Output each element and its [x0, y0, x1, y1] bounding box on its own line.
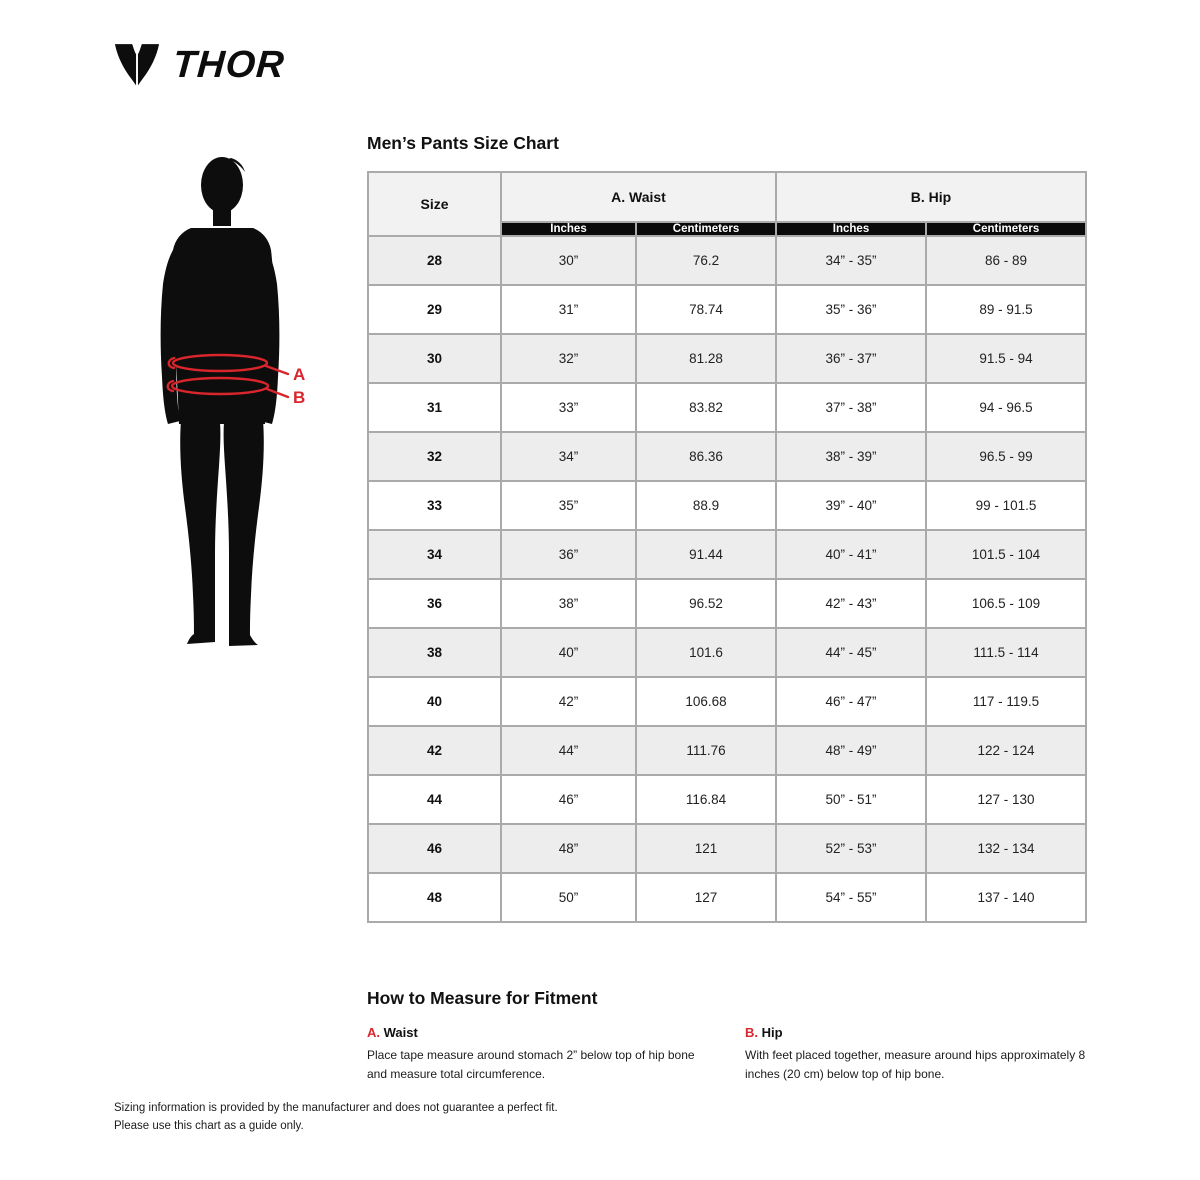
measure-waist-column: [367, 1025, 717, 1083]
hip-inches-cell: 34” - 35”: [776, 236, 926, 285]
size-cell: 40: [368, 677, 501, 726]
waist-centimeters-header: Centimeters: [636, 222, 776, 236]
size-cell: 42: [368, 726, 501, 775]
hip-centimeters-cell: 132 - 134: [926, 824, 1086, 873]
size-cell: 48: [368, 873, 501, 922]
hip-inches-cell: 37” - 38”: [776, 383, 926, 432]
waist-centimeters-cell: 78.74: [636, 285, 776, 334]
hip-centimeters-cell: 111.5 - 114: [926, 628, 1086, 677]
hip-inches-cell: 50” - 51”: [776, 775, 926, 824]
hip-inches-cell: 36” - 37”: [776, 334, 926, 383]
hip-centimeters-cell: 117 - 119.5: [926, 677, 1086, 726]
hip-centimeters-cell: 106.5 - 109: [926, 579, 1086, 628]
waist-label: A: [293, 365, 306, 384]
disclaimer-line-2: Please use this chart as a guide only.: [114, 1119, 304, 1132]
waist-inches-cell: 32”: [501, 334, 636, 383]
hip-inches-cell: 40” - 41”: [776, 530, 926, 579]
table-row: [368, 579, 1086, 628]
column-header-size: Size: [368, 172, 501, 236]
size-cell: 33: [368, 481, 501, 530]
waist-inches-cell: 36”: [501, 530, 636, 579]
measure-hip-column: [745, 1025, 1097, 1083]
measure-hip-letter: B.: [745, 1025, 758, 1040]
size-cell: 31: [368, 383, 501, 432]
waist-centimeters-cell: 88.9: [636, 481, 776, 530]
hip-label: B: [293, 388, 306, 407]
waist-inches-cell: 33”: [501, 383, 636, 432]
hip-inches-cell: 54” - 55”: [776, 873, 926, 922]
waist-inches-cell: 42”: [501, 677, 636, 726]
waist-centimeters-cell: 127: [636, 873, 776, 922]
waist-centimeters-cell: 81.28: [636, 334, 776, 383]
size-table-body: [368, 236, 1086, 922]
thor-horns-icon: [113, 42, 161, 88]
table-row: [368, 236, 1086, 285]
hip-inches-cell: 52” - 53”: [776, 824, 926, 873]
waist-inches-cell: 46”: [501, 775, 636, 824]
hip-inches-cell: 48” - 49”: [776, 726, 926, 775]
hip-centimeters-cell: 86 - 89: [926, 236, 1086, 285]
size-chart-table: [367, 171, 1087, 923]
disclaimer-line-1: Sizing information is provided by the manufacturer and does not guarantee a perfect fit.: [114, 1102, 558, 1114]
table-row: [368, 481, 1086, 530]
size-chart-title: Men’s Pants Size Chart: [367, 133, 559, 153]
waist-centimeters-cell: 121: [636, 824, 776, 873]
waist-centimeters-cell: 83.82: [636, 383, 776, 432]
size-chart-section: [367, 133, 1085, 923]
hip-centimeters-cell: 96.5 - 99: [926, 432, 1086, 481]
waist-inches-cell: 35”: [501, 481, 636, 530]
hip-centimeters-cell: 101.5 - 104: [926, 530, 1086, 579]
hip-centimeters-cell: 94 - 96.5: [926, 383, 1086, 432]
hip-centimeters-cell: 122 - 124: [926, 726, 1086, 775]
column-header-hip: B. Hip: [776, 172, 1086, 222]
size-cell: 30: [368, 334, 501, 383]
hip-inches-cell: 38” - 39”: [776, 432, 926, 481]
waist-inches-cell: 44”: [501, 726, 636, 775]
hip-centimeters-cell: 91.5 - 94: [926, 334, 1086, 383]
hip-inches-header: Inches: [776, 222, 926, 236]
thor-logo: [113, 42, 285, 88]
hip-centimeters-cell: 127 - 130: [926, 775, 1086, 824]
waist-inches-cell: 50”: [501, 873, 636, 922]
waist-inches-cell: 30”: [501, 236, 636, 285]
waist-centimeters-cell: 96.52: [636, 579, 776, 628]
hip-centimeters-cell: 137 - 140: [926, 873, 1086, 922]
sizing-disclaimer: [114, 1100, 558, 1136]
table-row: [368, 334, 1086, 383]
size-cell: 34: [368, 530, 501, 579]
measure-waist-text: Place tape measure around stomach 2” below top of hip bone and measure total circumference.: [367, 1048, 695, 1081]
how-to-measure-heading: How to Measure for Fitment: [367, 988, 598, 1008]
waist-inches-cell: 40”: [501, 628, 636, 677]
measure-waist-title: [367, 1025, 717, 1040]
hip-centimeters-header: Centimeters: [926, 222, 1086, 236]
thor-wordmark: THOR: [171, 44, 287, 86]
body-silhouette: [161, 157, 280, 646]
waist-centimeters-cell: 91.44: [636, 530, 776, 579]
measure-waist-letter: A.: [367, 1025, 380, 1040]
waist-centimeters-cell: 106.68: [636, 677, 776, 726]
measurement-figure: [145, 152, 355, 652]
measure-hip-word: Hip: [761, 1025, 783, 1040]
waist-centimeters-cell: 101.6: [636, 628, 776, 677]
table-row: [368, 775, 1086, 824]
size-cell: 36: [368, 579, 501, 628]
waist-centimeters-cell: 76.2: [636, 236, 776, 285]
hip-inches-cell: 46” - 47”: [776, 677, 926, 726]
waist-inches-cell: 38”: [501, 579, 636, 628]
waist-inches-header: Inches: [501, 222, 636, 236]
hip-inches-cell: 44” - 45”: [776, 628, 926, 677]
table-row: [368, 530, 1086, 579]
measure-hip-text: With feet placed together, measure around hips approximately 8 inches (20 cm) below top of hip bone.: [745, 1048, 1086, 1081]
hip-inches-cell: 39” - 40”: [776, 481, 926, 530]
table-row: [368, 285, 1086, 334]
table-row: [368, 432, 1086, 481]
hip-centimeters-cell: 99 - 101.5: [926, 481, 1086, 530]
measure-hip-title: [745, 1025, 1097, 1040]
column-header-waist: A. Waist: [501, 172, 776, 222]
size-cell: 29: [368, 285, 501, 334]
table-row: [368, 628, 1086, 677]
waist-centimeters-cell: 111.76: [636, 726, 776, 775]
size-cell: 28: [368, 236, 501, 285]
table-row: [368, 824, 1086, 873]
table-row: [368, 383, 1086, 432]
waist-inches-cell: 48”: [501, 824, 636, 873]
hip-inches-cell: 35” - 36”: [776, 285, 926, 334]
waist-inches-cell: 34”: [501, 432, 636, 481]
waist-centimeters-cell: 86.36: [636, 432, 776, 481]
size-cell: 32: [368, 432, 501, 481]
size-cell: 46: [368, 824, 501, 873]
table-row: [368, 873, 1086, 922]
size-cell: 44: [368, 775, 501, 824]
how-to-measure-section: [367, 988, 1097, 1083]
measure-waist-word: Waist: [383, 1025, 418, 1040]
size-cell: 38: [368, 628, 501, 677]
hip-inches-cell: 42” - 43”: [776, 579, 926, 628]
table-row: [368, 726, 1086, 775]
table-row: [368, 677, 1086, 726]
hip-centimeters-cell: 89 - 91.5: [926, 285, 1086, 334]
waist-inches-cell: 31”: [501, 285, 636, 334]
waist-centimeters-cell: 116.84: [636, 775, 776, 824]
